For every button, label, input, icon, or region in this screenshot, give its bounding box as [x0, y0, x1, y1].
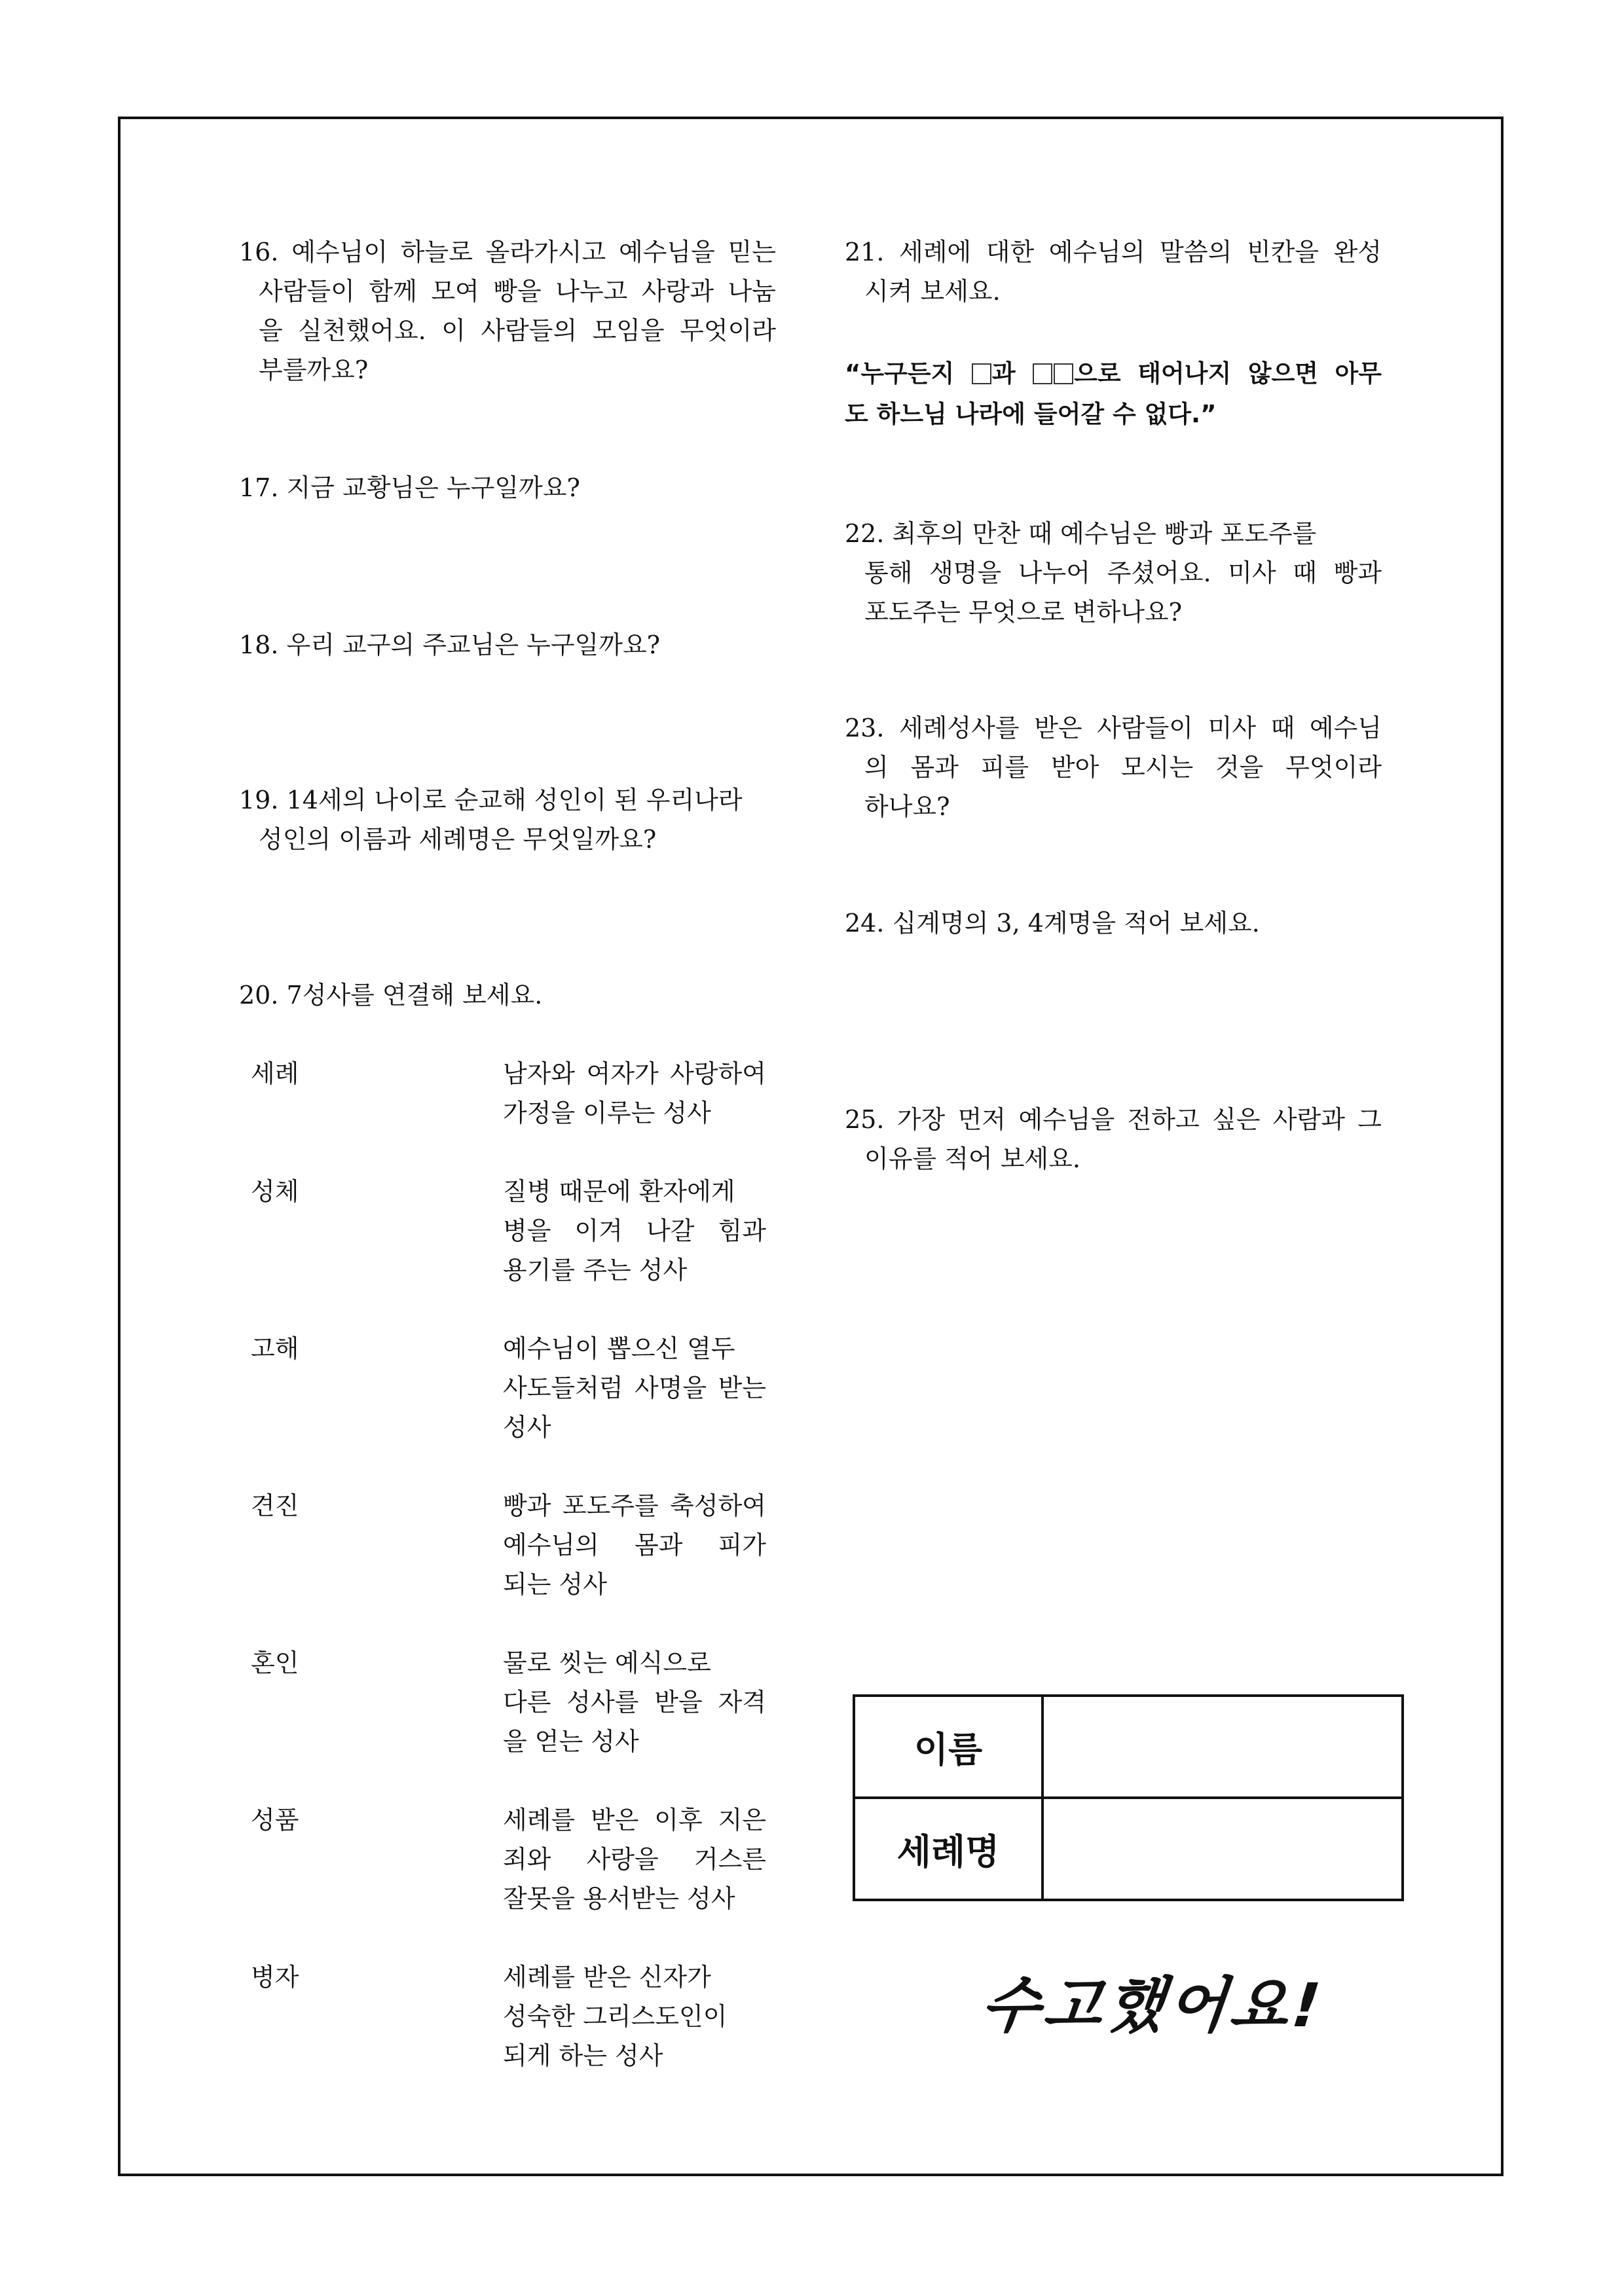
question-19 — [239, 780, 776, 859]
question-19-line: 성인의 이름과 세례명은 무엇일까요? — [259, 825, 657, 854]
sacrament-description-line: 성숙한 그리스도인이 — [503, 2002, 728, 2031]
question-16-line: 을 실천했어요. 이 사람들의 모임을 무엇이라 — [259, 316, 776, 345]
sacrament-description — [503, 1172, 766, 1290]
question-18 — [239, 625, 776, 665]
sacrament-description — [503, 1486, 766, 1604]
blank-box[interactable] — [1054, 363, 1073, 384]
bible-quote — [845, 354, 1382, 435]
question-25 — [845, 1100, 1382, 1178]
question-19-line: 19. 14세의 나이로 순교해 성인이 된 우리나라 — [239, 786, 743, 814]
sacrament-description — [503, 1054, 766, 1133]
sacrament-name: 성품 — [251, 1806, 299, 1834]
baptism-name-label: 세례명 — [854, 1798, 1043, 1900]
sacrament-description-line: 질병 때문에 환자에게 — [503, 1177, 735, 1206]
sacrament-description — [503, 1800, 766, 1918]
question-22-line: 22. 최후의 만찬 때 예수님은 빵과 포도주를 — [845, 519, 1317, 548]
sacrament-description-line: 다른 성사를 받을 자격 — [503, 1688, 766, 1717]
question-22-line: 포도주는 무엇으로 변하나요? — [864, 598, 1183, 627]
question-21-line: 21. 세례에 대한 예수님의 말씀의 빈칸을 완성 — [845, 238, 1382, 266]
question-18-text: 18. 우리 교구의 주교님은 누구일까요? — [239, 630, 661, 659]
question-21-line: 시켜 보세요. — [864, 277, 1001, 306]
question-24-text: 24. 십계명의 3, 4계명을 적어 보세요. — [845, 909, 1260, 938]
sacrament-description-line: 병을 이겨 나갈 힘과 — [503, 1216, 766, 1245]
question-22 — [845, 514, 1382, 632]
bible-quote-line-2: 도 하느님 나라에 들어갈 수 없다.” — [845, 400, 1217, 428]
quote-fragment: 으로 태어나지 않으면 아무 — [1074, 359, 1382, 388]
sacrament-description-line: 되게 하는 성사 — [503, 2041, 663, 2070]
question-24 — [845, 903, 1382, 943]
question-23-line: 하나요? — [864, 792, 950, 821]
question-23-line: 23. 세례성사를 받은 사람들이 미사 때 예수님 — [845, 714, 1382, 742]
sacrament-description-line: 죄와 사랑을 거스른 — [503, 1845, 766, 1874]
question-25-line: 이유를 적어 보세요. — [864, 1144, 1080, 1173]
sacrament-description-line: 을 얻는 성사 — [503, 1727, 639, 1756]
blank-box[interactable] — [1033, 363, 1052, 384]
question-17 — [239, 468, 776, 507]
sacrament-name: 성체 — [251, 1177, 299, 1206]
question-25-line: 25. 가장 먼저 예수님을 전하고 싶은 사람과 그 — [845, 1105, 1382, 1134]
student-info-table — [853, 1694, 1404, 1901]
sacrament-description-line: 빵과 포도주를 축성하여 — [503, 1491, 766, 1520]
name-label: 이름 — [854, 1696, 1043, 1798]
question-20 — [239, 975, 776, 1015]
question-17-text: 17. 지금 교황님은 누구일까요? — [239, 473, 580, 502]
quote-fragment: 과 — [991, 359, 1033, 388]
sacrament-description-line: 잘못을 용서받는 성사 — [503, 1884, 735, 1913]
sacrament-description-line: 예수님이 뽑으신 열두 — [503, 1334, 735, 1363]
sacrament-name: 세례 — [251, 1059, 299, 1088]
sacrament-description-line: 남자와 여자가 사랑하여 — [503, 1059, 766, 1088]
sacrament-description-line: 예수님의 몸과 피가 — [503, 1531, 766, 1559]
sacrament-description — [503, 1643, 766, 1761]
sacrament-description-line: 물로 씻는 예식으로 — [503, 1649, 711, 1677]
question-16 — [239, 232, 776, 390]
sacrament-name: 고해 — [251, 1334, 299, 1363]
quote-fragment: “누구든지 — [845, 359, 971, 388]
closing-message: 수고했어요! — [978, 1971, 1328, 2041]
question-21 — [845, 232, 1382, 311]
blank-box[interactable] — [972, 363, 991, 384]
question-23 — [845, 708, 1382, 826]
sacrament-description-line: 세례를 받은 신자가 — [503, 1963, 711, 1992]
sacrament-description-line: 용기를 주는 성사 — [503, 1256, 688, 1285]
sacrament-name: 병자 — [251, 1963, 299, 1992]
question-16-line: 사람들이 함께 모여 빵을 나누고 사랑과 나눔 — [259, 277, 776, 306]
sacrament-description-line: 되는 성사 — [503, 1570, 607, 1599]
question-16-line: 부를까요? — [259, 355, 369, 384]
baptism-name-field[interactable] — [1043, 1798, 1403, 1900]
sacrament-description-line: 성사 — [503, 1413, 551, 1442]
name-field[interactable] — [1043, 1696, 1403, 1798]
sacrament-description — [503, 1958, 766, 2075]
question-20-text: 20. 7성사를 연결해 보세요. — [239, 981, 543, 1010]
question-23-line: 의 몸과 피를 받아 모시는 것을 무엇이라 — [864, 753, 1382, 782]
sacrament-name: 견진 — [251, 1491, 299, 1520]
sacrament-description-line: 세례를 받은 이후 지은 — [503, 1806, 766, 1834]
sacrament-description — [503, 1329, 766, 1447]
bible-quote-line-1 — [845, 354, 1382, 394]
question-22-line: 통해 생명을 나누어 주셨어요. 미사 때 빵과 — [864, 558, 1382, 587]
sacrament-description-line: 사도들처럼 사명을 받는 — [503, 1374, 766, 1402]
sacrament-name: 혼인 — [251, 1649, 299, 1677]
question-16-line: 16. 예수님이 하늘로 올라가시고 예수님을 믿는 — [239, 238, 776, 266]
sacrament-description-line: 가정을 이루는 성사 — [503, 1099, 711, 1127]
